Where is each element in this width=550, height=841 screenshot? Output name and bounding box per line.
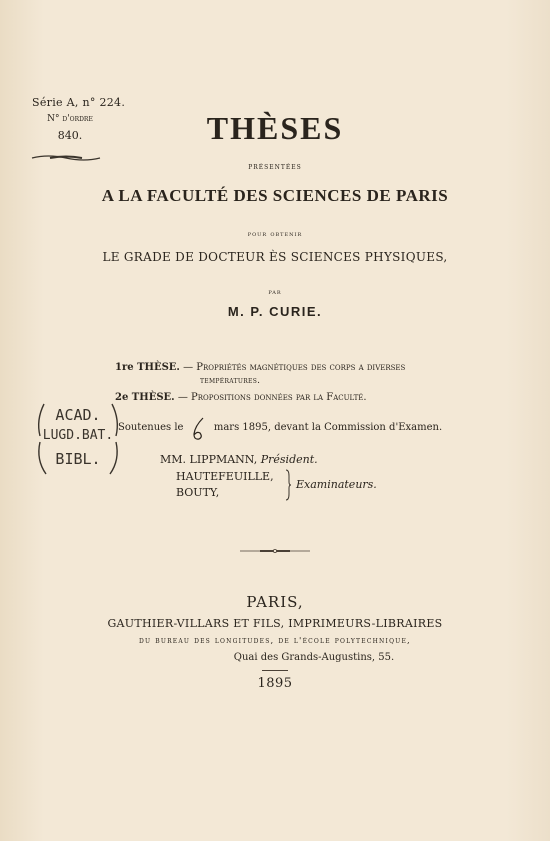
defense-suffix: mars 1895, devant la Commission d'Examen. bbox=[213, 422, 443, 433]
second-thesis-text: — Propositions données par la Faculté. bbox=[177, 392, 367, 403]
first-thesis-label: 1re THÈSE. bbox=[115, 362, 180, 373]
imprint-year: 1895 bbox=[257, 676, 293, 691]
order-number: 840. bbox=[57, 129, 83, 142]
examiner-hautefeuille: HAUTEFEUILLE, bbox=[176, 470, 274, 483]
page-title: THÈSES bbox=[206, 110, 344, 146]
library-stamp bbox=[34, 400, 122, 478]
examiners-label: Examinateurs. bbox=[296, 478, 377, 491]
stamp-line-3: BIBL. bbox=[55, 450, 101, 468]
series-number: Série A, n° 224. bbox=[32, 96, 126, 109]
second-thesis-label: 2e THÈSE. bbox=[115, 392, 175, 403]
defense-prefix: Soutenues le bbox=[118, 422, 184, 433]
stamp-line-1: ACAD. bbox=[55, 406, 101, 424]
president-name: MM. LIPPMANN, bbox=[160, 453, 258, 466]
examiners-brace bbox=[284, 468, 292, 505]
imprint-bureau: du bureau des longitudes, de l'école polytechnique, bbox=[139, 636, 411, 646]
imprint-dash bbox=[262, 670, 288, 671]
pour-obtenir-label: pour obtenir bbox=[247, 230, 303, 238]
commission-president bbox=[160, 453, 318, 466]
ornamental-rule bbox=[240, 539, 310, 558]
first-thesis-line bbox=[115, 362, 405, 373]
defense-date-line bbox=[118, 422, 442, 433]
second-thesis-line bbox=[115, 392, 367, 403]
faculty-heading: A LA FACULTÉ DES SCIENCES DE PARIS bbox=[101, 186, 449, 205]
imprint-publisher: GAUTHIER-VILLARS ET FILS, IMPRIMEURS-LIBRAIRES bbox=[107, 617, 443, 630]
degree-heading: LE GRADE DE DOCTEUR ÈS SCIENCES PHYSIQUES, bbox=[102, 250, 448, 264]
imprint-address: Quai des Grands-Augustins, 55. bbox=[233, 652, 395, 663]
first-thesis-text: — Propriétés magnétiques des corps a diverses bbox=[183, 362, 406, 373]
president-title: Président. bbox=[260, 453, 318, 466]
first-thesis-continuation: températures. bbox=[200, 376, 261, 386]
imprint-city: PARIS, bbox=[246, 593, 304, 611]
par-label: par bbox=[268, 288, 282, 296]
examiner-bouty: BOUTY, bbox=[176, 486, 220, 499]
order-label: N° d'ordre bbox=[47, 114, 93, 124]
author-name: M. P. CURIE. bbox=[227, 304, 323, 319]
stamp-line-2: LUGD.BAT. bbox=[42, 428, 114, 443]
presentees-label: présentées bbox=[248, 162, 302, 171]
